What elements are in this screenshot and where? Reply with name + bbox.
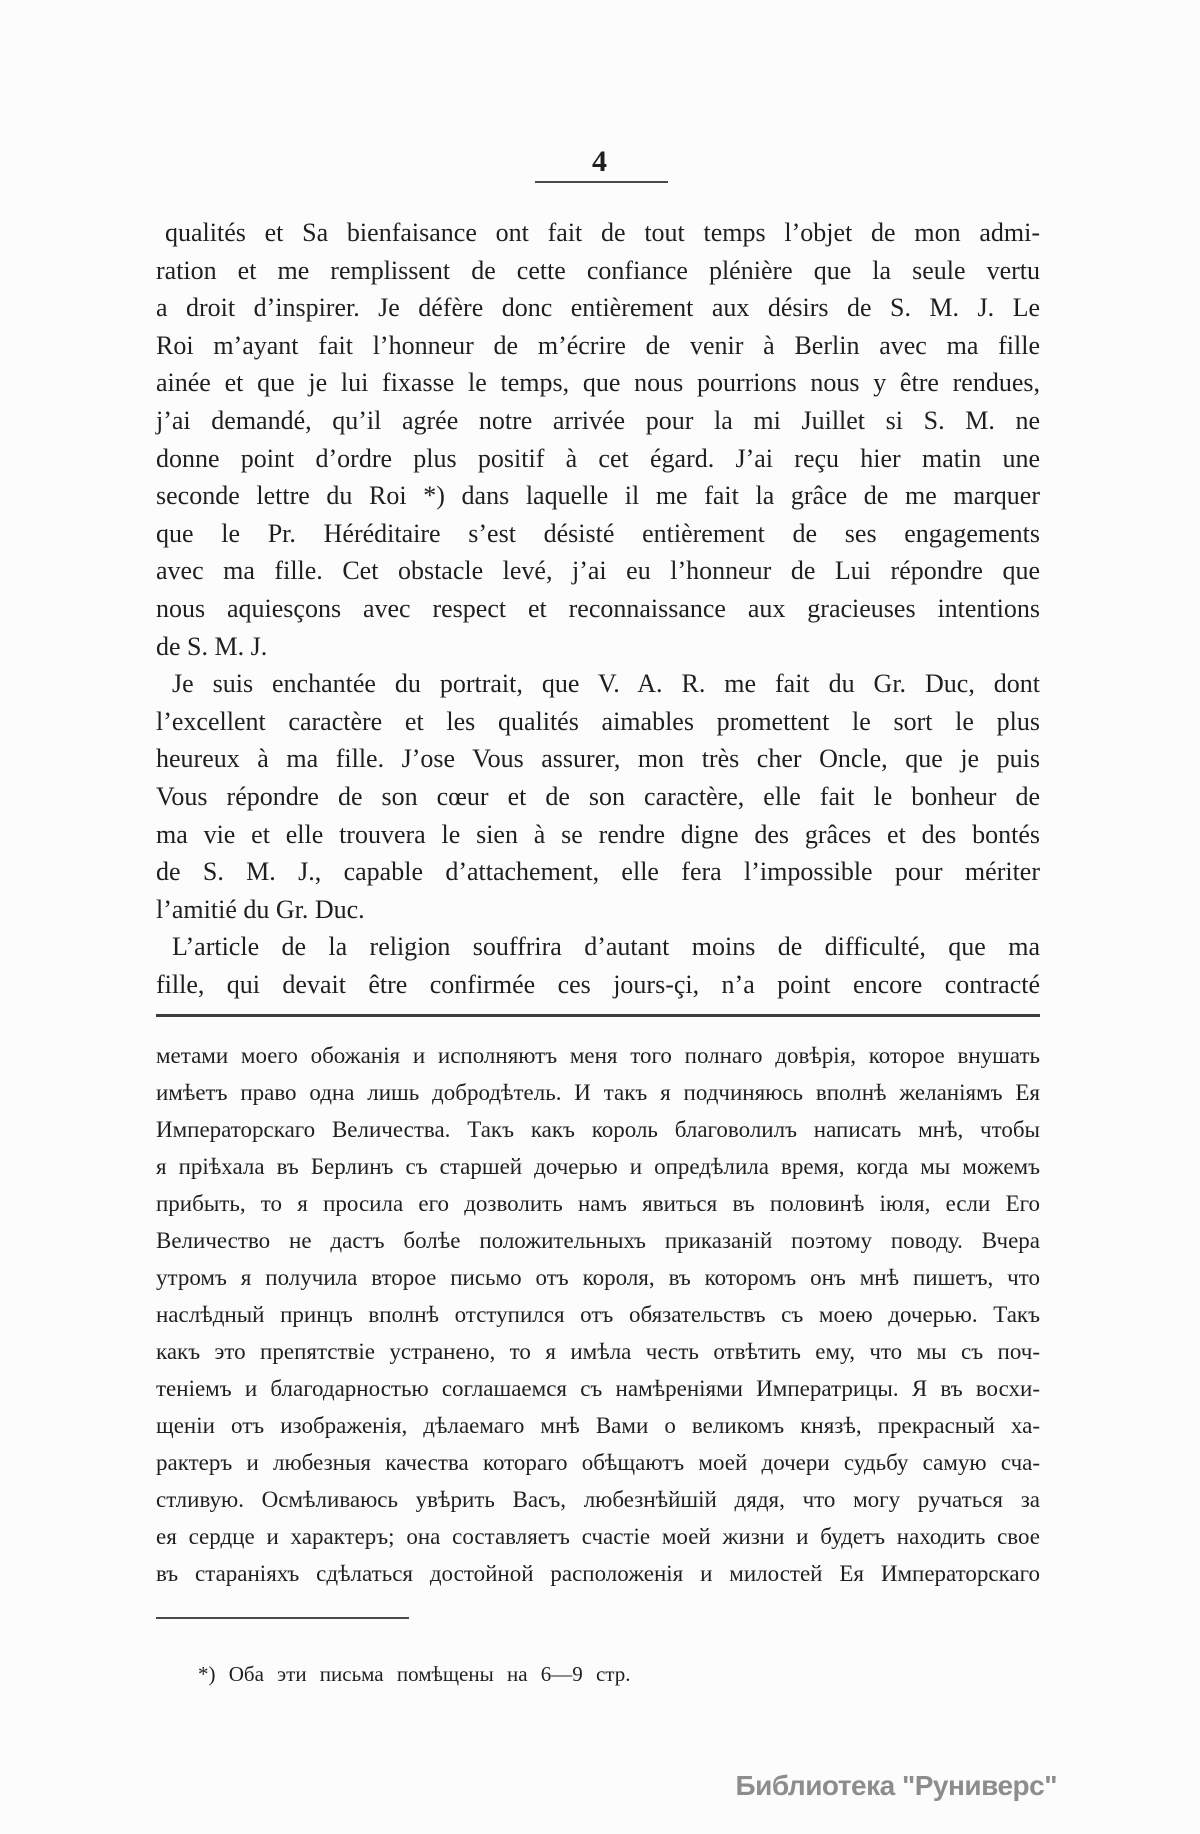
- text-line: l’amitié du Gr. Duc.: [156, 894, 365, 924]
- text-line: Vous répondre de son cœur et de son caractère, elle fait le bonheur de: [156, 781, 1040, 811]
- text-line: какъ это препятствіе устранено, то я имѣла честь отвѣтить ему, что мы съ поч-: [156, 1339, 1040, 1364]
- text-line: ration et me remplissent de cette confiance plénière que la seule vertu: [156, 255, 1040, 285]
- text-line: de S. M. J., capable d’attachement, elle fera l’impossible pour mériter: [156, 857, 1040, 887]
- text-line: L’article de la religion souffrira d’autant moins de difficulté, que ma: [172, 932, 1040, 962]
- text-line: Roi m’ayant fait l’honneur de m’écrire de venir à Berlin avec ma fille: [156, 330, 1040, 360]
- text-line: метами моего обожанія и исполняютъ меня того полнаго довѣрія, которое внушать: [156, 1043, 1040, 1068]
- footnote-text: *) Оба эти письма помѣщены на 6—9 стр.: [198, 1662, 631, 1686]
- russian-text-block: [156, 1037, 1040, 1592]
- text-line: ainée et que je lui fixasse le temps, que nous pourrions nous y être rendues,: [156, 368, 1040, 398]
- text-line: seconde lettre du Roi *) dans laquelle il me fait la grâce de me marquer: [156, 481, 1040, 511]
- text-line: имѣетъ право одна лишь добродѣтель. И такъ я подчиняюсь вполнѣ желаніямъ Ея: [156, 1080, 1040, 1105]
- text-line: heureux à ma fille. J’ose Vous assurer, mon très cher Oncle, que je puis: [156, 744, 1040, 774]
- text-line: Императорскаго Величества. Такъ какъ король благоволилъ написать мнѣ, чтобы: [156, 1117, 1040, 1142]
- text-line: Je suis enchantée du portrait, que V. A. R. me fait du Gr. Duc, dont: [172, 669, 1040, 699]
- text-line: рактеръ и любезныя качества котораго обѣщаютъ моей дочери судьбу самую сча-: [156, 1450, 1040, 1475]
- text-line: въ стараніяхъ сдѣлаться достойной расположенія и милостей Ея Императорскаго: [156, 1561, 1040, 1586]
- text-line: l’excellent caractère et les qualités aimables promettent le sort le plus: [156, 706, 1040, 736]
- text-line: утромъ я получила второе письмо отъ короля, въ которомъ онъ мнѣ пишетъ, что: [156, 1265, 1040, 1290]
- text-line: qualités et Sa bienfaisance ont fait de tout temps l’objet de mon admi-: [165, 218, 1040, 247]
- library-watermark: Библиотека "Руниверс": [735, 1770, 1057, 1801]
- text-line: fille, qui devait être confirmée ces jours-çi, n’a point encore contracté: [156, 969, 1040, 999]
- text-line: ma vie et elle trouvera le sien à se rendre digne des grâces et des bontés: [156, 819, 1040, 849]
- text-line: теніемъ и благодарностью соглашаемся съ намѣреніями Императрицы. Я въ восхи-: [156, 1376, 1040, 1401]
- text-line: que le Pr. Héréditaire s’est désisté entièrement de ses engagements: [156, 518, 1040, 548]
- section-divider-rule: [156, 1014, 1040, 1017]
- text-line: щеніи отъ изображенія, дѣлаемаго мнѣ Вами о великомъ князѣ, прекрасный ха-: [156, 1413, 1040, 1438]
- text-line: стливую. Осмѣливаюсь увѣрить Васъ, любезнѣйшій дядя, что могу ручаться за: [156, 1487, 1040, 1512]
- text-line: avec ma fille. Cet obstacle levé, j’ai eu l’honneur de Lui répondre que: [156, 556, 1040, 586]
- text-line: de S. M. J.: [156, 631, 268, 661]
- text-line: donne point d’ordre plus positif à cet égard. J’ai reçu hier matin une: [156, 443, 1040, 473]
- text-line: ея сердце и характеръ; она составляетъ счастіе моей жизни и будетъ находить свое: [156, 1524, 1040, 1549]
- french-text-block: [156, 214, 1040, 1003]
- text-line: nous aquiesçons avec respect et reconnaissance aux gracieuses intentions: [156, 593, 1040, 623]
- page-number: 4: [592, 145, 608, 178]
- page-number-rule: [535, 181, 668, 183]
- text-line: прибыть, то я просила его дозволить намъ явиться въ половинѣ іюля, если Его: [156, 1191, 1040, 1216]
- text-line: Величество не дастъ болѣе положительныхъ приказаній поэтому поводу. Вчера: [156, 1228, 1040, 1253]
- text-line: a droit d’inspirer. Je défère donc entièrement aux désirs de S. M. J. Le: [156, 293, 1040, 323]
- text-line: наслѣдный принцъ вполнѣ отступился отъ обязательствъ съ моею дочерью. Такъ: [156, 1302, 1040, 1327]
- text-line: j’ai demandé, qu’il agrée notre arrivée pour la mi Juillet si S. M. ne: [156, 405, 1040, 435]
- footnote-rule: [156, 1617, 409, 1619]
- text-line: я пріѣхала въ Берлинъ съ старшей дочерью и опредѣлила время, когда мы можемъ: [156, 1154, 1040, 1179]
